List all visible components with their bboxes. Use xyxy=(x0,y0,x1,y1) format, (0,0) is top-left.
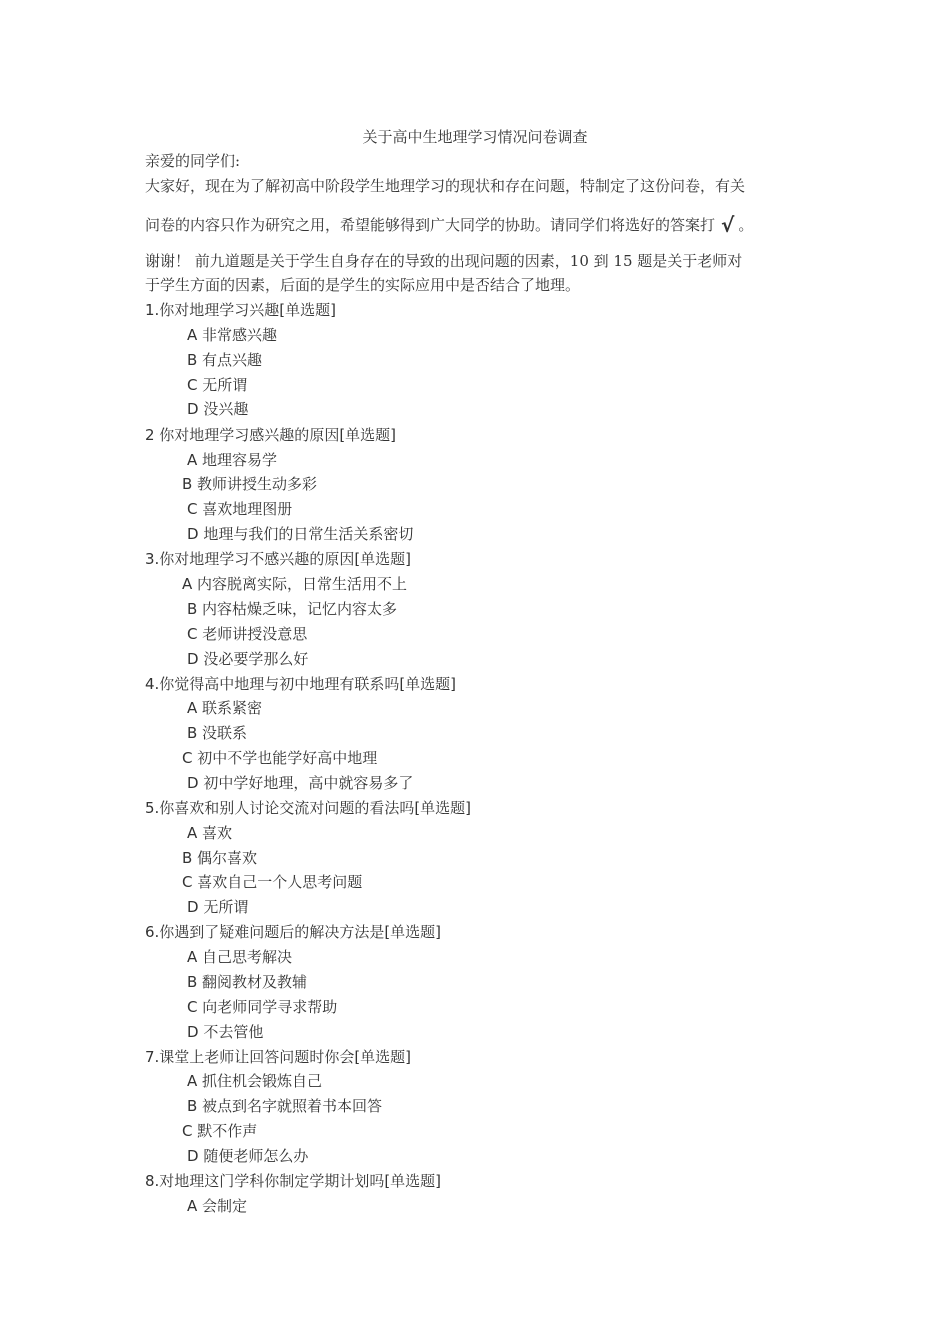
intro-line-1: 大家好，现在为了解初高中阶段学生地理学习的现状和存在问题，特制定了这份问卷，有关 xyxy=(145,177,746,195)
question-5: 5.你喜欢和别人讨论交流对问题的看法吗[单选题] xyxy=(145,799,472,817)
question-8-option-a[interactable]: A 会制定 xyxy=(187,1197,248,1215)
question-3-option-c[interactable]: C 老师讲授没意思 xyxy=(187,625,308,643)
intro-line-2-end: 。 xyxy=(738,216,754,234)
greeting: 亲爱的同学们: xyxy=(145,152,241,170)
question-8: 8.对地理这门学科你制定学期计划吗[单选题] xyxy=(145,1172,442,1190)
intro-line-4: 于学生方面的因素，后面的是学生的实际应用中是否结合了地理。 xyxy=(145,276,581,294)
question-7-option-b[interactable]: B 被点到名字就照着书本回答 xyxy=(187,1097,383,1115)
question-4: 4.你觉得高中地理与初中地理有联系吗[单选题] xyxy=(145,675,457,693)
question-1: 1.你对地理学习兴趣[单选题] xyxy=(145,301,337,319)
question-1-option-d[interactable]: D 没兴趣 xyxy=(187,400,249,418)
question-5-option-d[interactable]: D 无所谓 xyxy=(187,898,249,916)
question-1-option-a[interactable]: A 非常感兴趣 xyxy=(187,326,278,344)
question-6-option-b[interactable]: B 翻阅教材及教辅 xyxy=(187,973,308,991)
question-4-option-c[interactable]: C 初中不学也能学好高中地理 xyxy=(182,749,378,767)
question-5-option-c[interactable]: C 喜欢自己一个人思考问题 xyxy=(182,873,363,891)
question-1-option-c[interactable]: C 无所谓 xyxy=(187,376,248,394)
question-2-option-a[interactable]: A 地理容易学 xyxy=(187,451,278,469)
document-title: 关于高中生地理学习情况问卷调查 xyxy=(362,128,588,146)
question-4-option-a[interactable]: A 联系紧密 xyxy=(187,699,263,717)
question-6: 6.你遇到了疑难问题后的解决方法是[单选题] xyxy=(145,923,442,941)
question-2: 2 你对地理学习感兴趣的原因[单选题] xyxy=(145,426,397,444)
question-7-option-d[interactable]: D 随便老师怎么办 xyxy=(187,1147,309,1165)
question-7: 7.课堂上老师让回答问题时你会[单选题] xyxy=(145,1048,412,1066)
question-2-option-b[interactable]: B 教师讲授生动多彩 xyxy=(182,475,318,493)
question-3: 3.你对地理学习不感兴趣的原因[单选题] xyxy=(145,550,412,568)
intro-line-2 xyxy=(145,214,753,236)
question-4-option-b[interactable]: B 没联系 xyxy=(187,724,248,742)
intro-line-3: 谢谢！ 前九道题是关于学生自身存在的导致的出现问题的因素，10 到 15 题是关于老师对 xyxy=(145,252,743,270)
question-1-option-b[interactable]: B 有点兴趣 xyxy=(187,351,263,369)
question-6-option-a[interactable]: A 自己思考解决 xyxy=(187,948,293,966)
question-3-option-b[interactable]: B 内容枯燥乏味，记忆内容太多 xyxy=(187,600,398,618)
question-6-option-c[interactable]: C 向老师同学寻求帮助 xyxy=(187,998,338,1016)
question-2-option-d[interactable]: D 地理与我们的日常生活关系密切 xyxy=(187,525,414,543)
question-7-option-c[interactable]: C 默不作声 xyxy=(182,1122,258,1140)
question-3-option-a[interactable]: A 内容脱离实际，日常生活用不上 xyxy=(182,575,408,593)
question-4-option-d[interactable]: D 初中学好地理，高中就容易多了 xyxy=(187,774,414,792)
check-mark-icon: √ xyxy=(721,213,735,237)
question-3-option-d[interactable]: D 没必要学那么好 xyxy=(187,650,309,668)
intro-line-2-text: 问卷的内容只作为研究之用，希望能够得到广大同学的协助。请同学们将选好的答案打 xyxy=(145,216,716,234)
question-5-option-a[interactable]: A 喜欢 xyxy=(187,824,233,842)
question-6-option-d[interactable]: D 不去管他 xyxy=(187,1023,264,1041)
question-7-option-a[interactable]: A 抓住机会锻炼自己 xyxy=(187,1072,323,1090)
question-5-option-b[interactable]: B 偶尔喜欢 xyxy=(182,849,258,867)
question-2-option-c[interactable]: C 喜欢地理图册 xyxy=(187,500,293,518)
